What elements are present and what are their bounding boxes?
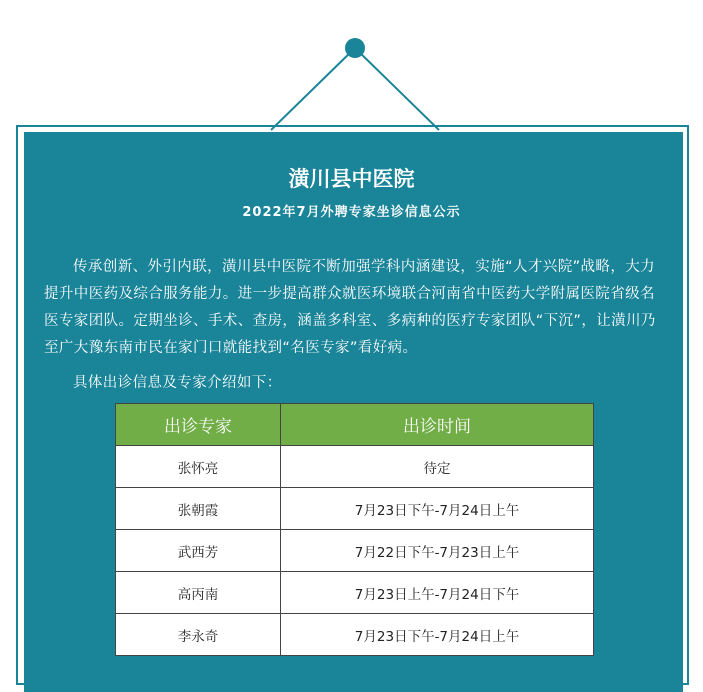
hanger-pin-icon xyxy=(345,38,365,58)
table-header-row xyxy=(116,404,594,446)
table-row xyxy=(116,488,594,530)
visit-time: 7月23日上午-7月24日下午 xyxy=(281,572,594,614)
expert-name: 张怀亮 xyxy=(116,446,281,488)
visit-time: 待定 xyxy=(281,446,594,488)
hanger-decoration xyxy=(0,0,703,140)
page-subtitle: 2022年7月外聘专家坐诊信息公示 xyxy=(242,205,461,220)
header-expert: 出诊专家 xyxy=(116,404,281,446)
expert-name: 武西芳 xyxy=(116,530,281,572)
table-row xyxy=(116,572,594,614)
visit-time: 7月23日下午-7月24日上午 xyxy=(281,488,594,530)
lead-text: 具体出诊信息及专家介绍如下： xyxy=(73,375,282,391)
page-title: 潢川县中医院 xyxy=(288,167,415,191)
table-row xyxy=(116,614,594,656)
expert-name: 高丙南 xyxy=(116,572,281,614)
expert-name: 张朝霞 xyxy=(116,488,281,530)
intro-paragraph: 传承创新、外引内联，潢川县中医院不断加强学科内涵建设，实施“人才兴院”战略，大力提升中医药及综合服务能力。进一步提高群众就医环境联合河南省中医药大学附属医院省级名医专家团队。定期坐诊、手术、查房，涵盖多科室、多病种的医疗专家团队“下沉”，让潢川乃至广大豫东南市民在家门口就能找到“名医专家”看好病。 xyxy=(44,259,656,356)
schedule-table xyxy=(115,403,594,656)
table-row xyxy=(116,530,594,572)
header-time: 出诊时间 xyxy=(281,404,594,446)
visit-time: 7月23日下午-7月24日上午 xyxy=(281,614,594,656)
table-row xyxy=(116,446,594,488)
expert-name: 李永奇 xyxy=(116,614,281,656)
visit-time: 7月22日下午-7月23日上午 xyxy=(281,530,594,572)
